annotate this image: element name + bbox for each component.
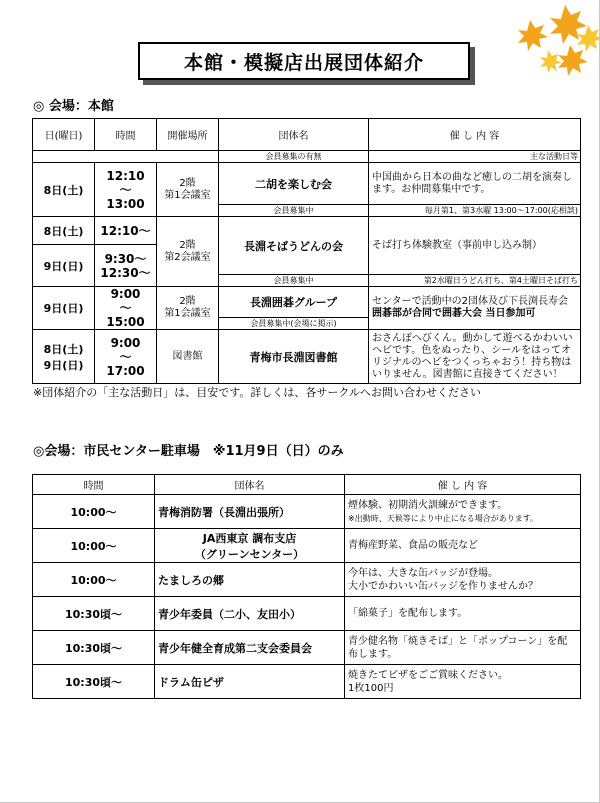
row2-time-a: 12:10～ — [95, 217, 157, 245]
row4-date: 8日(土) 9日(日) — [33, 330, 95, 384]
t2-row4-time: 10:30頃～ — [33, 597, 155, 631]
row1-content: 中国曲から日本の曲など癒しの二胡を演奏します。お仲間募集中です。 — [369, 163, 581, 205]
row4-place: 図書館 — [157, 330, 219, 384]
row2-activity: 第2水曜日うどん打ち、第4土曜日そば打ち — [369, 275, 581, 287]
row3-content: センターで活動中の2団体及び下長渕長寿会 囲碁部が合同で囲碁大会 当日参加可 — [369, 287, 581, 330]
t2-header-content: 催 し 内 容 — [345, 475, 581, 495]
t2-row4-group: 青少年委員（二小、友田小） — [155, 597, 345, 631]
t2-row6-content: 焼きたてピザをごご賞味ください。 1枚100円 — [345, 665, 581, 699]
t2-row5-group: 青少年健全育成第二支会委員会 — [155, 631, 345, 665]
row2-content: そば打ち体験教室（事前申し込み制） — [369, 217, 581, 275]
row1-time: 12:10 ～ 13:00 — [95, 163, 157, 217]
t2-row2-group: JA西東京 調布支店 （グリーンセンター） — [155, 529, 345, 563]
header-group-sub: 会員募集の有無 — [219, 151, 369, 163]
autumn-leaves-decoration — [470, 0, 600, 95]
parking-venue-table — [32, 474, 581, 699]
t2-row4-content: 「綿菓子」を配布します。 — [345, 597, 581, 631]
header-content-sub: 主な活動日等 — [369, 151, 581, 163]
row3-place: 2階 第1会議室 — [157, 287, 219, 330]
header-place: 開催場所 — [157, 119, 219, 151]
main-hall-table — [32, 118, 581, 384]
row1-date: 8日(土) — [33, 163, 95, 217]
row2-time-b: 9:30～ 12:30～ — [95, 245, 157, 287]
t2-row6-time: 10:30頃～ — [33, 665, 155, 699]
t2-row1-time: 10:00～ — [33, 495, 155, 529]
header-date: 日(曜日) — [33, 119, 95, 151]
t2-header-time: 時間 — [33, 475, 155, 495]
t2-row2-time: 10:00～ — [33, 529, 155, 563]
section1-heading: ◎ 会場：本館 — [33, 99, 114, 114]
header-group: 団体名 — [219, 119, 369, 151]
row4-time: 9:00 ～ 17:00 — [95, 330, 157, 384]
t2-row1-content: 煙体験、初期消火訓練ができます。 ※出動時、天候等により中止になる場合があります。 — [345, 495, 581, 529]
section2-heading: ◎会場：市民センター駐車場 ※11月9日（日）のみ — [33, 444, 344, 459]
row1-activity: 毎月第1、第3水曜 13:00～17:00(応相談) — [369, 205, 581, 217]
t2-row1-group: 青梅消防署（長淵出張所） — [155, 495, 345, 529]
t2-row3-group: たましろの郷 — [155, 563, 345, 597]
header-content: 催 し 内 容 — [369, 119, 581, 151]
t2-row5-content: 青少健名物「焼きそば」と「ポップコーン」を配布します。 — [345, 631, 581, 665]
row1-group: 二胡を楽しむ会 — [219, 163, 369, 205]
t2-row2-content: 青梅産野菜、食品の販売など — [345, 529, 581, 563]
t2-row3-time: 10:00～ — [33, 563, 155, 597]
section1-note: ※団体紹介の「主な活動日」は、目安です。詳しくは、各サークルへお問い合わせください — [33, 386, 482, 399]
row2-date-a: 8日(土) — [33, 217, 95, 245]
row3-date: 9日(日) — [33, 287, 95, 330]
t2-row6-group: ドラム缶ピザ — [155, 665, 345, 699]
t2-row3-content: 今年は、大きな缶バッジが登場。 大小でかわいい缶バッジを作りませんか？ — [345, 563, 581, 597]
t2-row5-time: 10:30頃～ — [33, 631, 155, 665]
row2-date-b: 9日(日) — [33, 245, 95, 287]
row1-recruit: 会員募集中 — [219, 205, 369, 217]
row2-group: 長淵そばうどんの会 — [219, 217, 369, 275]
row2-place: 2階 第2会議室 — [157, 217, 219, 287]
header-time: 時間 — [95, 119, 157, 151]
row4-content: おさんぽへびくん。動かして遊べるかわいいヘビです。色をぬったり、シールをはってオリジナルのヘビをつくっちゃおう！持ち物はいりません。図書館に直接きてください！ — [369, 330, 581, 384]
row4-group: 青梅市長淵図書館 — [219, 330, 369, 384]
page-title: 本館・模擬店出展団体紹介 — [138, 42, 470, 80]
row3-group: 長淵囲碁グループ — [219, 287, 369, 318]
row3-time: 9:00 ～ 15:00 — [95, 287, 157, 330]
t2-header-group: 団体名 — [155, 475, 345, 495]
row2-recruit: 会員募集中 — [219, 275, 369, 287]
row3-recruit: 会員募集中(会場に掲示) — [219, 317, 369, 329]
row1-place: 2階 第1会議室 — [157, 163, 219, 217]
